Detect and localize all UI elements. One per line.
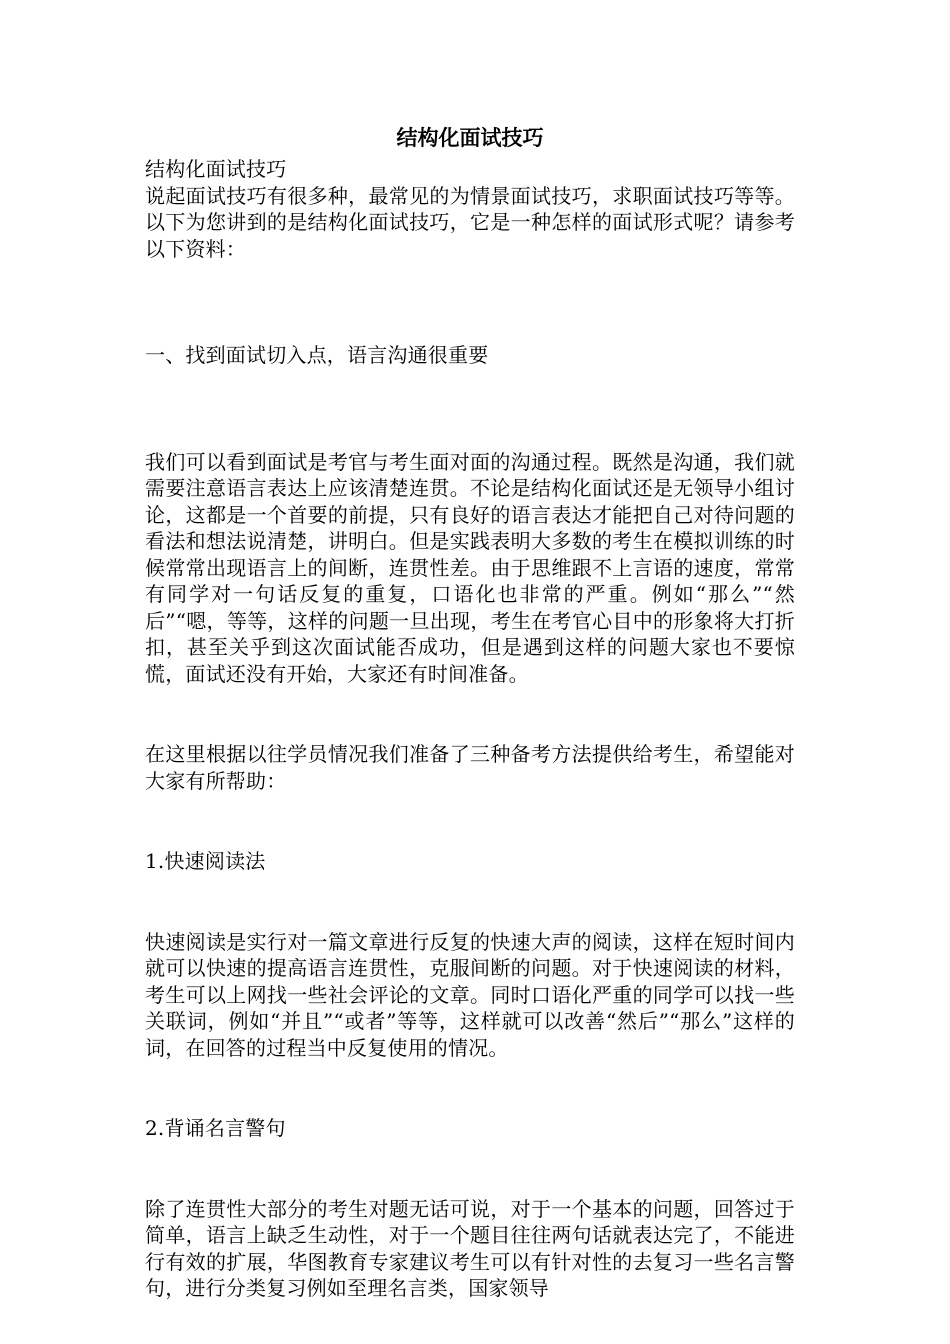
document-subtitle: 结构化面试技巧	[145, 157, 287, 181]
body-paragraph: 我们可以看到面试是考官与考生面对面的沟通过程。既然是沟通，我们就需要注意语言表达上应该清楚连贯。不论是结构化面试还是无领导小组讨论，这都是一个首要的前提，只有良好的语言表达才能把自己对待问题的看法和想法说清楚，讲明白。但是实践表明大多数的考生在模拟训练的时候常常出现语言上的间断，连贯性差。由于思维跟不上言语的速度，常常有同学对一句话反复的重复，口语化也非常的严重。例如“那么”“然后”“嗯，等等，这样的问题一旦出现，考生在考官心目中的形象将大打折扣，甚至关乎到这次面试能否成功，但是遇到这样的问题大家也不要惊慌，面试还没有开始，大家还有时间准备。	[145, 449, 795, 686]
spacer	[145, 794, 795, 848]
body-paragraph: 除了连贯性大部分的考生对题无话可说，对于一个基本的问题，回答过于简单，语言上缺乏生动性，对于一个题目往往两句话就表达完了，不能进行有效的扩展，华图教育专家建议考生可以有针对性的去复习一些名言警句，进行分类复习例如至理名言类，国家领导	[145, 1196, 795, 1300]
body-paragraph: 快速阅读是实行对一篇文章进行反复的快速大声的阅读，这样在短时间内就可以快速的提高语言连贯性，克服间断的问题。对于快速阅读的材料，考生可以上网找一些社会评论的文章。同时口语化严重的同学可以找一些关联词，例如“并且”“或者”等等，这样就可以改善“然后”“那么”这样的词，在回答的过程当中反复使用的情况。	[145, 929, 795, 1060]
spacer	[145, 687, 795, 741]
spacer	[145, 875, 795, 929]
body-paragraph: 在这里根据以往学员情况我们准备了三种备考方法提供给考生，希望能对大家有所帮助：	[145, 742, 795, 793]
document-page	[145, 120, 795, 1302]
method-heading: 2.背诵名言警句	[145, 1116, 286, 1140]
spacer	[145, 1061, 795, 1115]
spacer	[145, 369, 795, 449]
section-heading: 一、找到面试切入点，语言沟通很重要	[145, 343, 489, 367]
document-title: 结构化面试技巧	[396, 125, 544, 150]
intro-paragraph: 说起面试技巧有很多种，最常见的为情景面试技巧，求职面试技巧等等。以下为您讲到的是结构化面试技巧，它是一种怎样的面试形式呢？请参考以下资料：	[145, 183, 795, 261]
spacer	[145, 1142, 795, 1196]
method-heading: 1.快速阅读法	[145, 849, 266, 873]
spacer	[145, 262, 795, 342]
